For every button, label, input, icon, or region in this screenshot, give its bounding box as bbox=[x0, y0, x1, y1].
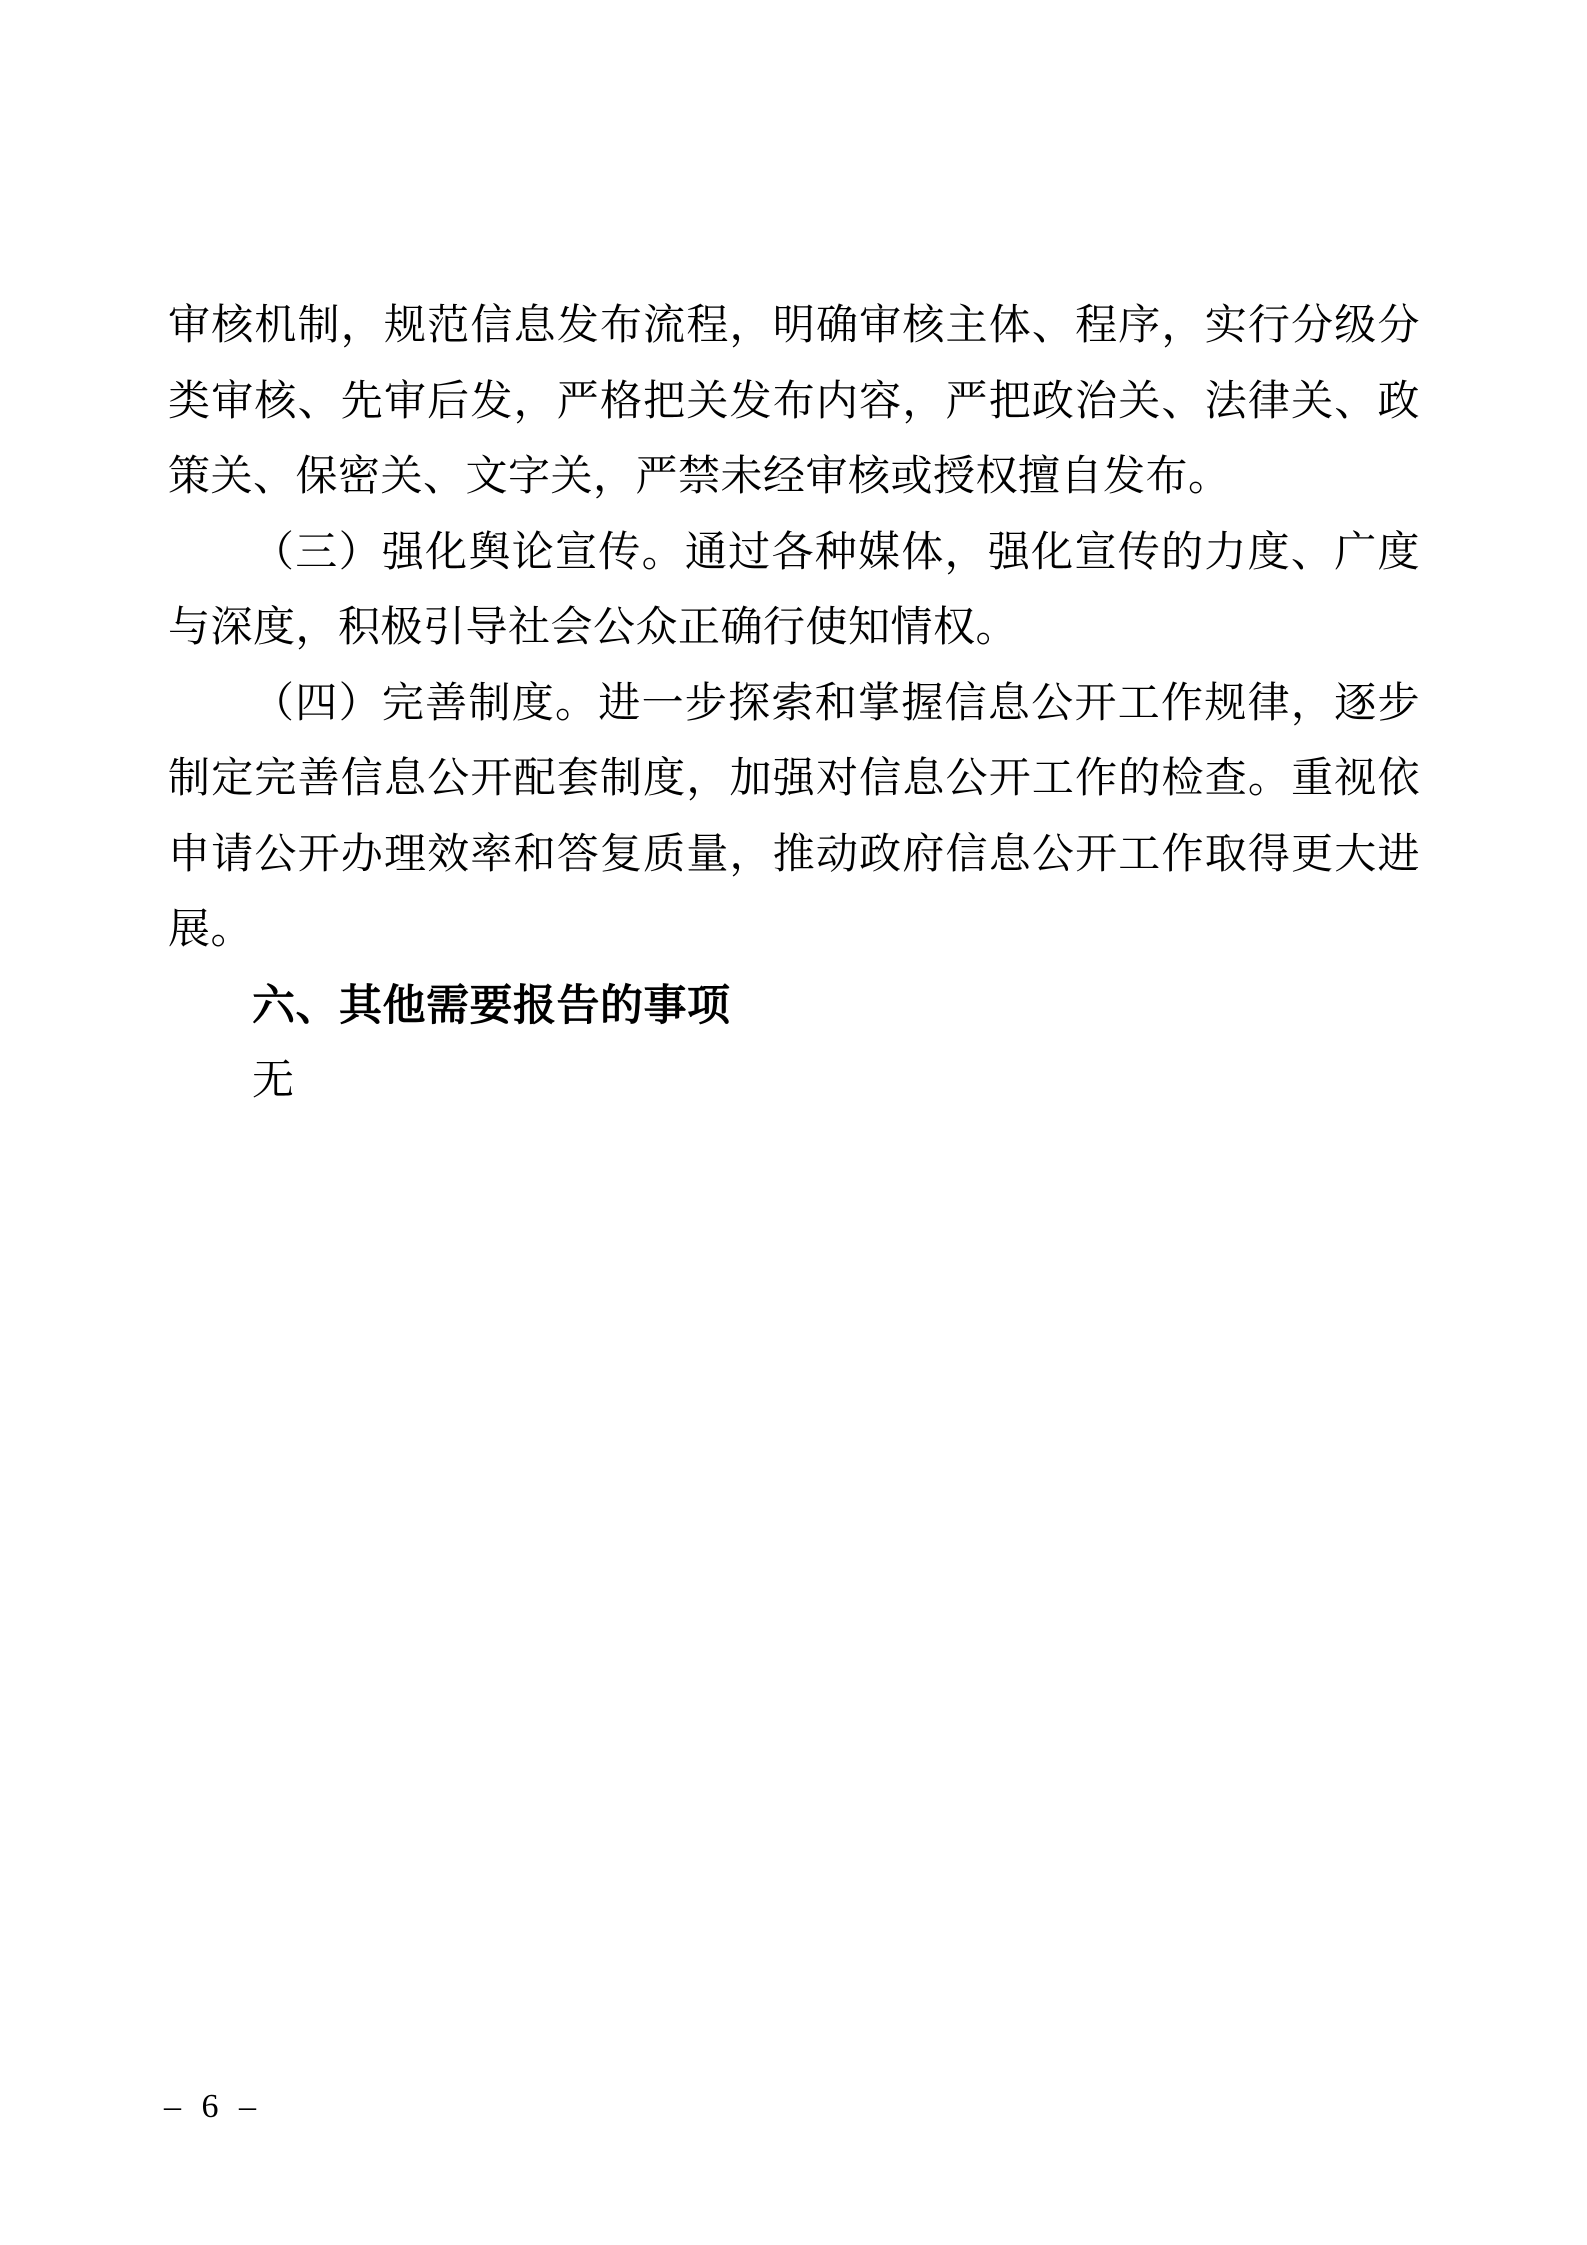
body-line: （三）强化舆论宣传。通过各种媒体，强化宣传的力度、广度 bbox=[252, 529, 1420, 576]
document-body bbox=[168, 289, 1420, 1120]
body-line: （四）完善制度。进一步探索和掌握信息公开工作规律，逐步 bbox=[252, 680, 1420, 727]
body-line: 展。 bbox=[168, 907, 254, 953]
body-line: 无 bbox=[252, 1058, 295, 1104]
body-line: 类审核、先审后发，严格把关发布内容，严把政治关、法律关、政 bbox=[168, 378, 1420, 425]
body-line: 审核机制，规范信息发布流程，明确审核主体、程序，实行分级分 bbox=[168, 303, 1420, 349]
body-line: 申请公开办理效率和答复质量，推动政府信息公开工作取得更大进 bbox=[168, 831, 1420, 878]
page-number: – 6 – bbox=[164, 2088, 262, 2125]
section-heading: 六、其他需要报告的事项 bbox=[252, 981, 731, 1030]
body-line: 策关、保密关、文字关，严禁未经审核或授权擅自发布。 bbox=[168, 454, 1231, 500]
body-line: 制定完善信息公开配套制度，加强对信息公开工作的检查。重视依 bbox=[168, 756, 1420, 802]
body-line: 与深度，积极引导社会公众正确行使知情权。 bbox=[168, 605, 1019, 651]
